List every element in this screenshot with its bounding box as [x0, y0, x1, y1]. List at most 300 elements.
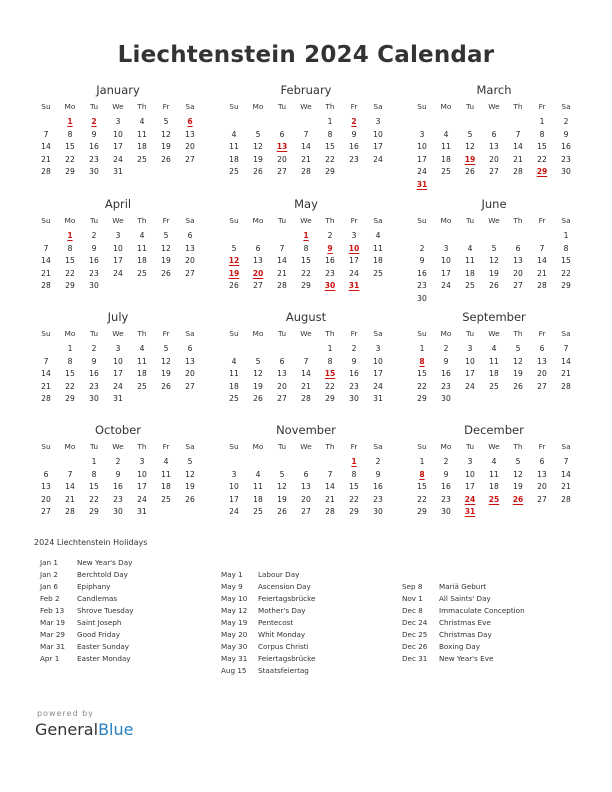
- day-cell: 29: [301, 281, 311, 290]
- day-cell: 4: [491, 344, 497, 353]
- day-cell: 2: [443, 344, 449, 353]
- day-cell: 5: [163, 231, 169, 240]
- holiday-date: Sep 8: [402, 582, 423, 591]
- empty-day-cell: [178, 506, 202, 519]
- day-cell: 7: [67, 469, 73, 479]
- day-cell: 11: [229, 142, 239, 151]
- day-cell: 20: [537, 482, 547, 491]
- day-cell: 15: [325, 142, 335, 151]
- weekday-label: Th: [137, 102, 147, 111]
- empty-day-cell: [506, 179, 530, 192]
- day-cell: 27: [185, 268, 195, 278]
- weekday-label: Th: [325, 216, 335, 225]
- brand-logo[interactable]: [35, 720, 133, 739]
- day-cell: 27: [185, 381, 195, 391]
- holiday-date: Dec 25: [402, 630, 428, 639]
- month-july: [34, 309, 202, 406]
- day-cell: 23: [89, 381, 99, 391]
- holiday-day-cell: 24: [464, 494, 476, 504]
- holiday-name: Corpus Christi: [258, 642, 309, 651]
- day-cell: 20: [277, 381, 287, 391]
- day-cell: 17: [465, 369, 475, 378]
- day-cell: 29: [65, 394, 75, 403]
- holiday-name: All Saints' Day: [439, 594, 491, 603]
- holiday-date: Jan 6: [40, 582, 58, 591]
- day-cell: 11: [137, 356, 147, 366]
- day-cell: 23: [561, 154, 571, 164]
- day-cell: 5: [163, 117, 169, 126]
- weekday-label: We: [300, 216, 312, 225]
- holiday-row: [40, 629, 210, 641]
- day-cell: 3: [115, 344, 121, 353]
- weekday-header: [34, 440, 202, 454]
- day-cell: 17: [137, 482, 147, 491]
- holiday-day-cell: 2: [91, 117, 97, 126]
- week-row: [410, 356, 578, 369]
- weekday-label: Mo: [64, 329, 76, 338]
- day-cell: 21: [561, 482, 571, 491]
- empty-day-cell: [458, 393, 482, 406]
- day-cell: 16: [89, 369, 99, 378]
- week-row: [34, 255, 202, 268]
- weekday-header: [222, 100, 390, 114]
- week-row: [222, 230, 390, 243]
- holiday-date: May 30: [221, 642, 248, 651]
- day-cell: 1: [327, 344, 333, 353]
- weekday-label: We: [488, 442, 500, 451]
- day-cell: 20: [41, 494, 51, 504]
- empty-day-cell: [366, 280, 390, 293]
- day-cell: 9: [351, 356, 357, 366]
- empty-day-cell: [270, 343, 294, 356]
- empty-day-cell: [178, 166, 202, 179]
- empty-day-cell: [34, 116, 58, 129]
- day-cell: 14: [561, 469, 571, 479]
- day-cell: 27: [253, 281, 263, 290]
- day-cell: 15: [65, 256, 75, 265]
- empty-day-cell: [410, 116, 434, 129]
- holiday-date: Mar 29: [40, 630, 65, 639]
- weekday-label: Mo: [64, 216, 76, 225]
- day-cell: 24: [113, 268, 123, 278]
- holiday-column: [221, 569, 391, 677]
- weekday-label: Sa: [373, 216, 383, 225]
- week-row: [222, 116, 390, 129]
- day-cell: 25: [441, 167, 451, 176]
- holiday-day-cell: 1: [303, 231, 309, 240]
- day-cell: 17: [229, 494, 239, 504]
- holiday-row: [221, 653, 391, 665]
- empty-day-cell: [270, 116, 294, 129]
- weekday-label: Th: [513, 216, 523, 225]
- day-cell: 17: [373, 369, 383, 378]
- month-name: July: [107, 310, 129, 324]
- day-cell: 7: [539, 243, 545, 253]
- holiday-date: Jan 1: [40, 558, 58, 567]
- day-cell: 6: [279, 129, 285, 139]
- week-row: [34, 393, 202, 406]
- empty-day-cell: [482, 293, 506, 306]
- week-row: [222, 243, 390, 256]
- week-row: [410, 280, 578, 293]
- day-cell: 27: [41, 507, 51, 516]
- holiday-name: Good Friday: [77, 630, 120, 639]
- day-cell: 20: [537, 369, 547, 378]
- day-cell: 2: [91, 344, 97, 353]
- empty-day-cell: [554, 293, 578, 306]
- empty-day-cell: [154, 506, 178, 519]
- day-cell: 29: [65, 167, 75, 176]
- empty-day-cell: [246, 456, 270, 469]
- holiday-name: Feiertagsbrücke: [258, 594, 316, 603]
- empty-day-cell: [458, 116, 482, 129]
- day-cell: 21: [277, 268, 287, 278]
- day-cell: 13: [185, 356, 195, 366]
- empty-day-cell: [246, 343, 270, 356]
- day-cell: 16: [441, 482, 451, 491]
- day-cell: 16: [417, 268, 427, 278]
- week-row: [410, 166, 578, 179]
- holiday-name: Immaculate Conception: [439, 606, 525, 615]
- day-cell: 14: [65, 482, 75, 491]
- holiday-row: [40, 653, 210, 665]
- weekday-label: Fr: [350, 442, 358, 451]
- week-row: [410, 116, 578, 129]
- week-row: [34, 494, 202, 507]
- holiday-day-cell: 9: [327, 243, 333, 253]
- holiday-row: [40, 617, 210, 629]
- day-cell: 12: [185, 469, 195, 479]
- weekday-label: Sa: [561, 216, 571, 225]
- empty-day-cell: [554, 393, 578, 406]
- day-cell: 25: [465, 281, 475, 290]
- weekday-label: Tu: [277, 442, 287, 451]
- day-cell: 1: [419, 344, 425, 353]
- day-cell: 20: [185, 142, 195, 151]
- day-cell: 4: [375, 231, 381, 240]
- day-cell: 7: [43, 243, 49, 253]
- day-cell: 19: [513, 482, 523, 491]
- weekday-label: Tu: [465, 102, 475, 111]
- day-cell: 3: [115, 117, 121, 126]
- day-cell: 8: [563, 243, 569, 253]
- holiday-row: [221, 617, 391, 629]
- week-row: [410, 268, 578, 281]
- empty-day-cell: [506, 506, 530, 519]
- week-row: [222, 166, 390, 179]
- weekday-label: Su: [417, 329, 427, 338]
- day-cell: 24: [137, 494, 147, 504]
- day-cell: 27: [537, 494, 547, 504]
- day-cell: 18: [489, 369, 499, 378]
- empty-day-cell: [34, 456, 58, 469]
- day-cell: 21: [41, 268, 51, 278]
- day-cell: 12: [161, 356, 171, 366]
- weekday-label: Fr: [538, 216, 546, 225]
- weekday-label: We: [112, 442, 124, 451]
- empty-day-cell: [554, 179, 578, 192]
- empty-day-cell: [434, 293, 458, 306]
- week-row: [410, 293, 578, 306]
- day-cell: 11: [229, 369, 239, 378]
- week-row: [34, 456, 202, 469]
- day-cell: 9: [443, 356, 449, 366]
- holiday-day-cell: 25: [488, 494, 500, 504]
- empty-day-cell: [246, 230, 270, 243]
- day-cell: 13: [513, 256, 523, 265]
- week-row: [222, 469, 390, 482]
- day-cell: 26: [465, 167, 475, 176]
- weekday-label: Th: [137, 216, 147, 225]
- day-cell: 5: [467, 129, 473, 139]
- empty-day-cell: [270, 456, 294, 469]
- holiday-row: [221, 593, 391, 605]
- empty-day-cell: [458, 179, 482, 192]
- week-row: [222, 393, 390, 406]
- weekday-label: We: [112, 102, 124, 111]
- holiday-row: [402, 653, 572, 665]
- day-cell: 12: [253, 142, 263, 151]
- holiday-date: May 20: [221, 630, 248, 639]
- week-row: [222, 141, 390, 154]
- empty-day-cell: [434, 116, 458, 129]
- empty-day-cell: [410, 230, 434, 243]
- week-row: [410, 494, 578, 507]
- week-row: [34, 141, 202, 154]
- empty-day-cell: [222, 456, 246, 469]
- day-cell: 27: [277, 394, 287, 403]
- day-cell: 12: [161, 243, 171, 253]
- holiday-row: [221, 569, 391, 581]
- day-cell: 4: [491, 457, 497, 466]
- day-cell: 8: [67, 243, 73, 253]
- empty-day-cell: [270, 230, 294, 243]
- day-cell: 11: [161, 469, 171, 479]
- day-cell: 16: [441, 369, 451, 378]
- weekday-label: Th: [513, 329, 523, 338]
- empty-day-cell: [130, 166, 154, 179]
- day-cell: 20: [489, 154, 499, 164]
- day-cell: 6: [279, 356, 285, 366]
- holiday-date: May 1: [221, 570, 243, 579]
- holiday-row: [40, 557, 210, 569]
- day-cell: 8: [67, 356, 73, 366]
- week-row: [222, 268, 390, 281]
- day-cell: 4: [139, 344, 145, 353]
- day-cell: 21: [41, 154, 51, 164]
- day-cell: 10: [373, 356, 383, 366]
- day-cell: 8: [327, 356, 333, 366]
- empty-day-cell: [506, 230, 530, 243]
- day-cell: 6: [491, 129, 497, 139]
- day-cell: 15: [537, 142, 547, 151]
- month-name: June: [481, 197, 507, 211]
- holiday-row: [40, 641, 210, 653]
- day-cell: 22: [349, 494, 359, 504]
- day-cell: 4: [139, 117, 145, 126]
- month-april: [34, 196, 202, 293]
- weekday-header: [410, 214, 578, 228]
- empty-day-cell: [506, 293, 530, 306]
- day-cell: 21: [65, 494, 75, 504]
- day-cell: 30: [441, 507, 451, 516]
- day-cell: 11: [489, 469, 499, 479]
- weekday-label: Sa: [561, 329, 571, 338]
- month-name: September: [462, 310, 526, 324]
- holiday-row: [402, 617, 572, 629]
- day-cell: 19: [489, 268, 499, 278]
- day-cell: 13: [301, 482, 311, 491]
- day-cell: 13: [185, 129, 195, 139]
- day-cell: 14: [41, 256, 51, 265]
- day-cell: 27: [277, 167, 287, 176]
- holiday-name: Shrove Tuesday: [77, 606, 134, 615]
- holiday-name: Mariä Geburt: [439, 582, 487, 591]
- day-cell: 24: [373, 154, 383, 164]
- week-row: [410, 154, 578, 167]
- day-cell: 21: [41, 381, 51, 391]
- day-cell: 4: [467, 243, 473, 253]
- day-cell: 26: [489, 281, 499, 290]
- day-cell: 23: [417, 281, 427, 290]
- weekday-label: Mo: [64, 442, 76, 451]
- week-row: [34, 166, 202, 179]
- holiday-name: Whit Monday: [258, 630, 306, 639]
- week-row: [410, 393, 578, 406]
- week-row: [410, 343, 578, 356]
- day-cell: 6: [187, 231, 193, 240]
- day-cell: 10: [417, 142, 427, 151]
- day-cell: 14: [325, 482, 335, 491]
- day-cell: 22: [65, 154, 75, 164]
- day-cell: 7: [279, 243, 285, 253]
- week-row: [410, 230, 578, 243]
- day-cell: 8: [303, 243, 309, 253]
- holiday-name: Ascension Day: [258, 582, 311, 591]
- week-row: [410, 255, 578, 268]
- day-cell: 25: [253, 507, 263, 516]
- day-cell: 25: [137, 154, 147, 164]
- day-cell: 3: [375, 117, 381, 126]
- day-cell: 23: [349, 154, 359, 164]
- day-cell: 19: [161, 256, 171, 265]
- weekday-label: Su: [229, 216, 239, 225]
- day-cell: 22: [417, 381, 427, 391]
- month-january: [34, 82, 202, 179]
- day-cell: 27: [513, 281, 523, 290]
- holiday-day-cell: 1: [351, 457, 357, 466]
- day-cell: 22: [89, 494, 99, 504]
- weekday-label: Tu: [277, 102, 287, 111]
- day-cell: 17: [465, 482, 475, 491]
- empty-day-cell: [482, 179, 506, 192]
- week-row: [222, 154, 390, 167]
- day-cell: 30: [89, 281, 99, 290]
- weekday-label: Mo: [440, 102, 452, 111]
- holiday-name: Pentecost: [258, 618, 294, 627]
- day-cell: 21: [513, 154, 523, 164]
- weekday-label: Fr: [162, 329, 170, 338]
- holiday-column: [40, 557, 210, 665]
- day-cell: 6: [303, 469, 309, 479]
- week-row: [410, 129, 578, 142]
- week-row: [222, 494, 390, 507]
- holiday-row: [40, 605, 210, 617]
- weekday-label: We: [488, 102, 500, 111]
- day-cell: 31: [137, 507, 147, 516]
- day-cell: 20: [185, 256, 195, 265]
- day-cell: 8: [67, 129, 73, 139]
- holiday-name: Boxing Day: [439, 642, 480, 651]
- month-name: November: [276, 423, 336, 437]
- day-cell: 9: [91, 129, 97, 139]
- day-cell: 14: [41, 369, 51, 378]
- holiday-date: Apr 1: [40, 654, 60, 663]
- day-cell: 7: [563, 457, 569, 466]
- day-cell: 29: [325, 167, 335, 176]
- day-cell: 24: [113, 154, 123, 164]
- day-cell: 29: [417, 507, 427, 516]
- day-cell: 6: [43, 469, 49, 479]
- holiday-date: May 9: [221, 582, 243, 591]
- day-cell: 13: [537, 356, 547, 366]
- day-cell: 11: [489, 356, 499, 366]
- day-cell: 23: [441, 381, 451, 391]
- day-cell: 18: [441, 154, 451, 164]
- weekday-label: Mo: [64, 102, 76, 111]
- day-cell: 10: [137, 469, 147, 479]
- weekday-label: Tu: [89, 442, 99, 451]
- day-cell: 10: [465, 469, 475, 479]
- week-row: [34, 243, 202, 256]
- weekday-label: Th: [137, 329, 147, 338]
- day-cell: 27: [489, 167, 499, 176]
- holiday-name: Feiertagsbrücke: [258, 654, 316, 663]
- day-cell: 30: [349, 394, 359, 403]
- day-cell: 26: [161, 154, 171, 164]
- day-cell: 3: [375, 344, 381, 353]
- day-cell: 17: [441, 268, 451, 278]
- day-cell: 13: [537, 469, 547, 479]
- day-cell: 1: [67, 344, 73, 353]
- empty-day-cell: [458, 293, 482, 306]
- holiday-date: Feb 2: [40, 594, 60, 603]
- day-cell: 22: [417, 494, 427, 504]
- month-october: [34, 422, 202, 519]
- day-cell: 15: [561, 256, 571, 265]
- weekday-label: Tu: [465, 442, 475, 451]
- day-cell: 26: [253, 167, 263, 176]
- day-cell: 14: [301, 142, 311, 151]
- day-cell: 9: [91, 243, 97, 253]
- weekday-label: Tu: [465, 329, 475, 338]
- empty-day-cell: [506, 116, 530, 129]
- week-row: [410, 481, 578, 494]
- day-cell: 18: [137, 142, 147, 151]
- weekday-label: Mo: [440, 216, 452, 225]
- weekday-label: Th: [325, 102, 335, 111]
- holiday-day-cell: 30: [324, 281, 336, 290]
- day-cell: 24: [417, 167, 427, 176]
- weekday-header: [222, 327, 390, 341]
- weekday-header: [410, 440, 578, 454]
- weekday-label: Tu: [89, 329, 99, 338]
- weekday-label: Su: [41, 442, 51, 451]
- day-cell: 14: [277, 256, 287, 265]
- weekday-label: Mo: [440, 329, 452, 338]
- week-row: [222, 368, 390, 381]
- day-cell: 24: [465, 381, 475, 391]
